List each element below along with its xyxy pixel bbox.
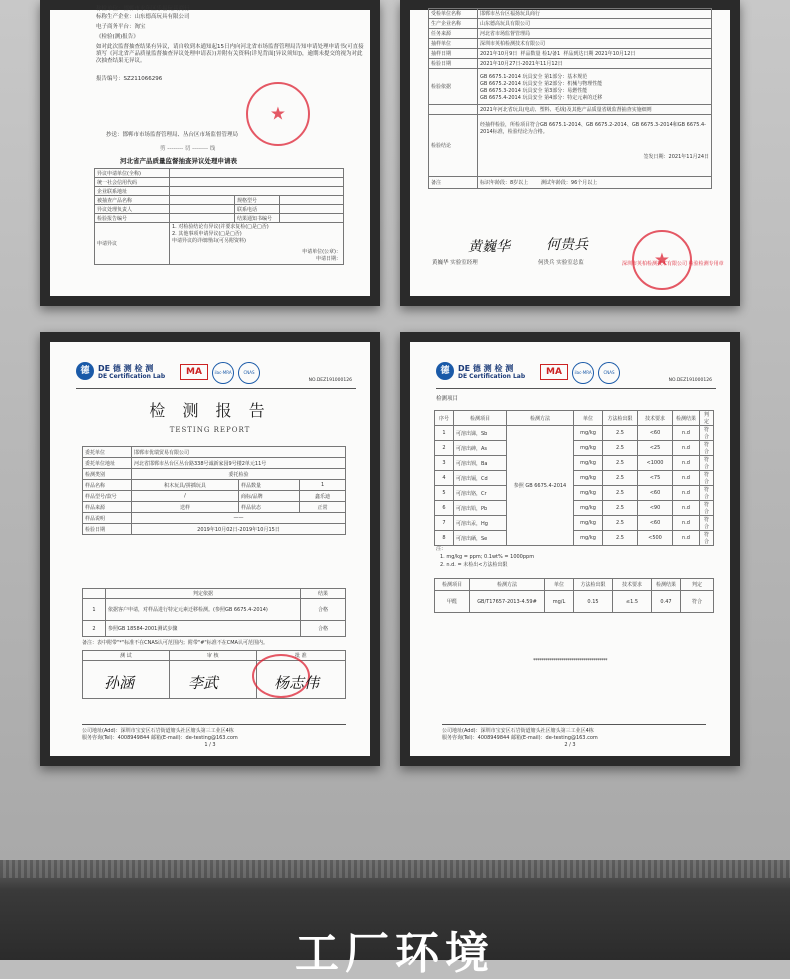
col-head: 检测项目: [435, 579, 470, 591]
cell: mg/kg: [574, 531, 603, 546]
row-value: 鑫乐迪: [300, 491, 346, 502]
seal-text: 深圳市英柏检测技术有限公司 检验检测专用章: [622, 261, 724, 267]
col-head: 序号: [435, 411, 454, 426]
lab-name-en: DE Certification Lab: [458, 373, 526, 380]
row-value: [170, 187, 344, 196]
row-label: 商标/品牌: [238, 491, 299, 502]
cell: ≤1.5: [613, 591, 652, 613]
row-value: 2021年10月12日: [594, 51, 636, 57]
signature-reviewer: 李武: [188, 674, 219, 692]
sign-head: 批 准: [256, 651, 345, 661]
objection-paragraph: 如对此次监督抽查结果有异议，请自收到本通知起15日内向河北省市场监督管理局告知申请处理申请书(可直接填写《河北省产品质量监督抽查异议处理申请表》)并附有关资料(详见背面[异议须知])，逾期未提交的视为对此次抽查结果无异议。: [96, 44, 364, 64]
inspection-report-page: [410, 10, 730, 296]
row-value: 邯郸市丛台区福扬玩具商行: [478, 9, 712, 19]
row-label: 委托单位地址: [83, 458, 132, 469]
cell: GB/T17657-2013-4.59#: [470, 591, 545, 613]
cell: mg/kg: [574, 456, 603, 471]
basis-item: GB 6675.4-2014 玩具安全 第4部分：特定元素的迁移: [480, 94, 603, 101]
cell: 可溶出砷，As: [454, 441, 507, 456]
cma-logo-icon: MA: [180, 364, 208, 380]
signer-2: 何贵兵 实验室总监: [538, 260, 584, 266]
cell: <25: [638, 441, 673, 456]
table-row: [435, 426, 714, 441]
col-head: 检测方法: [507, 411, 574, 426]
cnas-logo-icon: CNAS: [238, 362, 260, 384]
ilac-logo-icon: ilac-MRA: [212, 362, 234, 384]
apply-sign: 申请单位(公章)：: [302, 249, 341, 255]
row-label: 抽样单位: [429, 39, 478, 49]
cell: 2: [435, 441, 454, 456]
cell: 1: [83, 599, 106, 621]
cell: 符合: [700, 486, 714, 501]
end-mark: *************************************: [533, 658, 607, 664]
col-head: 方法检出限: [574, 579, 613, 591]
row-label: 样品数量: [520, 51, 541, 57]
cell: n.d: [673, 516, 700, 531]
note-2: 2. n.d. = 未检出<方法检出限: [440, 562, 508, 568]
cell: 5: [435, 486, 454, 501]
cell: mg/kg: [574, 516, 603, 531]
report-title: 检 测 报 告: [149, 401, 271, 420]
basis-label: 检验依据: [429, 69, 478, 105]
remark-label: 备注: [429, 177, 478, 189]
row-label-2: 规格型号: [235, 196, 280, 205]
cell: 2.5: [603, 516, 638, 531]
section-title: 检测项目: [436, 396, 459, 402]
testing-report-p1: [50, 342, 370, 756]
col-head: 检测项目: [454, 411, 507, 426]
cell: n.d: [673, 441, 700, 456]
footer-contact: 服务咨询(Tel)：4008949844 邮箱(E-mail)：de-testing@163.com: [82, 735, 238, 741]
cell: 符合: [700, 501, 714, 516]
row-value: 2019年10月02日-2019年10月15日: [132, 524, 346, 535]
col-head: 判定: [700, 411, 714, 426]
logo-row: [436, 362, 716, 386]
manufacturer: 标称生产企业：山东德高玩具有限公司: [96, 14, 190, 20]
table-row: [435, 471, 714, 486]
footer-contact: 服务咨询(Tel)：4008949844 邮箱(E-mail)：de-testing@163.com: [442, 735, 598, 741]
seal-star-icon: ★: [269, 103, 287, 125]
cell: n.d: [673, 531, 700, 546]
inspection-table: [428, 8, 712, 189]
row-value: [170, 169, 344, 178]
cell: 符合: [700, 471, 714, 486]
logo-row: [76, 362, 356, 386]
row-label: 样品数量: [238, 480, 299, 491]
page-number: 1 / 3: [204, 742, 216, 748]
element-rows: [435, 426, 714, 546]
cell: 2.5: [603, 441, 638, 456]
official-seal: [246, 82, 310, 146]
apply-label: 申请异议: [95, 223, 170, 265]
cell: 1: [435, 426, 454, 441]
seal-star-icon: ★: [653, 249, 671, 271]
row-value: 2021年10月9日: [480, 51, 518, 57]
ilac-logo-icon: ilac-MRA: [572, 362, 594, 384]
cell: mg/kg: [574, 471, 603, 486]
cell: <60: [638, 516, 673, 531]
cell: 2.5: [603, 456, 638, 471]
cell: 4: [435, 471, 454, 486]
sign-head: 审 核: [169, 651, 256, 661]
col-head: 检测结果: [673, 411, 700, 426]
table-row: [435, 516, 714, 531]
testing-report-p2: [410, 342, 730, 756]
row-label: 企业联系地址: [95, 187, 170, 196]
frame-testing-report-p2: [400, 332, 740, 766]
cell: <60: [638, 486, 673, 501]
cell: mg/kg: [574, 486, 603, 501]
cell: n.d: [673, 486, 700, 501]
row-value: 正常: [300, 502, 346, 513]
objection-form-page: [50, 6, 370, 296]
page-number: 2 / 3: [564, 742, 576, 748]
row-value: 山东德高玩具有限公司: [478, 19, 712, 29]
apply-option-1: 1. 对检验结论有异议(并要求复检(□是□否): [172, 224, 269, 230]
row-label: 异议处理负责人: [95, 205, 170, 214]
de-logo-icon: 德: [436, 362, 454, 380]
signature-2: 何贵兵: [546, 237, 588, 253]
row-value: 检1/备1: [542, 51, 561, 57]
copy-to: 抄送：邯郸市市场监督管理局、丛台区市场监督管理局: [106, 132, 239, 138]
cell: 可溶出硒，Se: [454, 531, 507, 546]
row-label: 受检单位名称: [429, 9, 478, 19]
cell: <90: [638, 501, 673, 516]
cell: 0.15: [574, 591, 613, 613]
signature-approver: 杨志伟: [274, 674, 320, 692]
footer-address: 公司地址(Add)：深圳市宝安区石岩街道塘头社区塘头第三工业区4栋: [82, 728, 234, 734]
cell: 甲醛: [435, 591, 470, 613]
cell: 符合: [700, 426, 714, 441]
cell: mg/L: [545, 591, 574, 613]
table-row: [435, 501, 714, 516]
cell: 依据客户申请，对样品进行特定元素迁移检测。(参照GB 6675.4-2014): [106, 599, 301, 621]
issue-date: 签发日期：2021年11月24日: [643, 154, 709, 160]
objection-table: [94, 168, 344, 265]
cell: 2.5: [603, 426, 638, 441]
row-value: [170, 178, 344, 187]
frame-inspection-report: [400, 0, 740, 306]
remark-2: 测试年龄段：96个月以上: [540, 180, 598, 186]
section-banner: [0, 860, 790, 979]
cell: n.d: [673, 501, 700, 516]
cell: 2.5: [603, 531, 638, 546]
sign-head: 测 试: [83, 651, 170, 661]
cell: 2.5: [603, 486, 638, 501]
table-row: [435, 531, 714, 546]
client-table: [82, 446, 346, 535]
frame-testing-report-p1: [40, 332, 380, 766]
row-label: 样品型号/款号: [83, 491, 132, 502]
row-label: 样品来源: [83, 502, 132, 513]
row-label: 样品状态: [238, 502, 299, 513]
row-value: 1: [300, 480, 346, 491]
note: 备注：表中附带"*"标准不在CNAS认可范围内；附带"#"标准不在CMA认可范围内。: [82, 640, 268, 646]
basis-item: GB 6675.3-2014 玩具安全 第3部分：易燃性能: [480, 87, 588, 94]
basis-item: GB 6675.1-2014 玩具安全 第1部分：基本规范: [480, 73, 588, 80]
header-rule: [76, 388, 356, 389]
col-head: [83, 589, 106, 599]
footer-rule: [82, 724, 346, 725]
report-number: NO.DEZ191000126: [668, 378, 712, 383]
cell: n.d: [673, 456, 700, 471]
cut-line: 剪 -------- 切 -------- 线: [160, 146, 216, 152]
cnas-logo-icon: CNAS: [598, 362, 620, 384]
col-head: 单位: [545, 579, 574, 591]
lab-name: DE 德 测 检 测: [98, 364, 154, 373]
row-label: 样品说明: [83, 513, 132, 524]
col-head: 检测方法: [470, 579, 545, 591]
cell: 参照GB 18584-2001测试步骤: [106, 621, 301, 637]
row-label: 抽样日期: [429, 49, 478, 59]
cell: 0.47: [652, 591, 681, 613]
row-label: 委托单位: [83, 447, 132, 458]
cell: n.d: [673, 471, 700, 486]
cell: n.d: [673, 426, 700, 441]
table-row: [435, 486, 714, 501]
report-number: NO.DEZ191000126: [308, 378, 352, 383]
apply-option-3: 申请异议的详细理由(可另附资料): [172, 238, 246, 244]
row-label-2: 联系电话: [235, 205, 280, 214]
row-label: 异议申请单位(全称): [95, 169, 170, 178]
cma-logo-icon: MA: [540, 364, 568, 380]
row-label: 被抽查产品名称: [95, 196, 170, 205]
cell: 符合: [681, 591, 714, 613]
de-logo-icon: 德: [76, 362, 94, 380]
cell: 可溶出镉，Cd: [454, 471, 507, 486]
banner-title: 工厂环境: [295, 928, 495, 979]
frame-objection-form: [40, 0, 380, 306]
table-row: [435, 456, 714, 471]
cell: 合格: [301, 599, 346, 621]
cell: <1000: [638, 456, 673, 471]
lab-name-en: DE Certification Lab: [98, 373, 166, 380]
form-title: 河北省产品质量监督抽查异议处理申请表: [120, 157, 237, 165]
row-value: /: [132, 491, 239, 502]
notes-label: 注：: [436, 546, 447, 552]
cell: 可溶出汞，Hg: [454, 516, 507, 531]
row-value: ——: [132, 513, 346, 524]
col-head: 判定依据: [106, 589, 301, 599]
footer-address: 公司地址(Add)：深圳市宝安区石岩街道塘头社区塘头第三工业区4栋: [442, 728, 594, 734]
row-value: 积木玩具/拼插玩具: [132, 480, 239, 491]
row-label-2: 结果通知书编号: [235, 214, 280, 223]
cell: 符合: [700, 516, 714, 531]
cell: 2.5: [603, 501, 638, 516]
row-label: 检验报告编号: [95, 214, 170, 223]
report-ref: 《检验(测)报告》: [96, 34, 139, 40]
col-head: 结果: [301, 589, 346, 599]
element-table: [434, 410, 714, 546]
row-label: 检验日期: [83, 524, 132, 535]
report-number: 报告编号：SZ211066296: [96, 76, 163, 82]
col-head: 检测结果: [652, 579, 681, 591]
cell: 符合: [700, 531, 714, 546]
row-label: 任务来源: [429, 29, 478, 39]
footer-rule: [442, 724, 706, 725]
row-label: 样品名称: [83, 480, 132, 491]
cell: mg/kg: [574, 501, 603, 516]
signature-1: 黄巍华: [468, 239, 510, 255]
header-rule: [436, 388, 716, 389]
signature-tester: 孙涵: [104, 674, 135, 692]
col-head: 技术要求: [613, 579, 652, 591]
row-value: 河北省市场监督管理局: [478, 29, 712, 39]
col-head: 方法检出限: [603, 411, 638, 426]
cell: 合格: [301, 621, 346, 637]
cell: <75: [638, 471, 673, 486]
cell: <60: [638, 426, 673, 441]
col-head: 单位: [574, 411, 603, 426]
row-value: 深圳市英柏检测技术有限公司: [478, 39, 712, 49]
row-label: 统一社会信用代码: [95, 178, 170, 187]
row-label: 生产企业名称: [429, 19, 478, 29]
row-value: 邯郸市优瑞贸易有限公司: [132, 447, 346, 458]
row-value: 委托检验: [132, 469, 346, 480]
note-1: 1. mg/kg = ppm; 0.1wt% = 1000ppm: [440, 554, 535, 560]
row-label: 检测类别: [83, 469, 132, 480]
cell: 8: [435, 531, 454, 546]
col-head: 技术要求: [638, 411, 673, 426]
row-label: 样品到达日期: [563, 51, 594, 57]
lab-name: DE 德 测 检 测: [458, 364, 514, 373]
cell: 6: [435, 501, 454, 516]
cell: 2.5: [603, 471, 638, 486]
method-cell: 参照 GB 6675.4-2014: [507, 426, 574, 546]
inspected-unit: 称检单位：邯郸市永年区乐福玩具商行: [96, 6, 190, 12]
cell: mg/kg: [574, 426, 603, 441]
row-label: 检验日期: [429, 59, 478, 69]
row-value: 河北省邯郸市丛台区丛台路338号诚新家园9号楼2单元11号: [132, 458, 346, 469]
row-value: 送样: [132, 502, 239, 513]
formaldehyde-table: [434, 578, 714, 613]
report-title-en: TESTING REPORT: [169, 426, 251, 434]
cell: 可溶出钡，Ba: [454, 456, 507, 471]
cell: 符合: [700, 441, 714, 456]
conclusion-text: 经抽样检验，所检项目符合GB 6675.1-2014、GB 6675.2-2014、GB 6675.3-2014和GB 6675.4-2014标准，检验结论为合格。: [480, 122, 706, 135]
basis-item: GB 6675.2-2014 玩具安全 第2部分：机械与物理性能: [480, 80, 603, 87]
apply-option-2: 2. 其他事项申请异议(□是□否): [172, 231, 242, 237]
cell: <500: [638, 531, 673, 546]
row-value: 2021年10月27日-2021年11月12日: [478, 59, 712, 69]
banner-texture: [0, 860, 790, 878]
cell: 可溶出铬，Cr: [454, 486, 507, 501]
cell: 符合: [700, 456, 714, 471]
apply-date: 申请日期：: [315, 256, 341, 262]
remark-1: 标识年龄段：8岁以上: [480, 180, 529, 186]
signer-1: 黄巍华 实验室经理: [432, 260, 478, 266]
cell: 2: [83, 621, 106, 637]
cell: 可溶出铅，Pb: [454, 501, 507, 516]
conclusion-label: 检验结论: [429, 115, 478, 177]
cell: 7: [435, 516, 454, 531]
ecommerce-platform: 电子商务平台：淘宝: [96, 24, 146, 30]
project-text: 2021年河北省玩具(电动、塑料、毛绒)及其他产品质量省级监督抽查实施细则: [478, 105, 712, 115]
cell: mg/kg: [574, 441, 603, 456]
col-head: 判定: [681, 579, 714, 591]
table-row: [435, 441, 714, 456]
cell: 3: [435, 456, 454, 471]
result-table: [82, 588, 346, 637]
cell: 可溶出锑，Sb: [454, 426, 507, 441]
